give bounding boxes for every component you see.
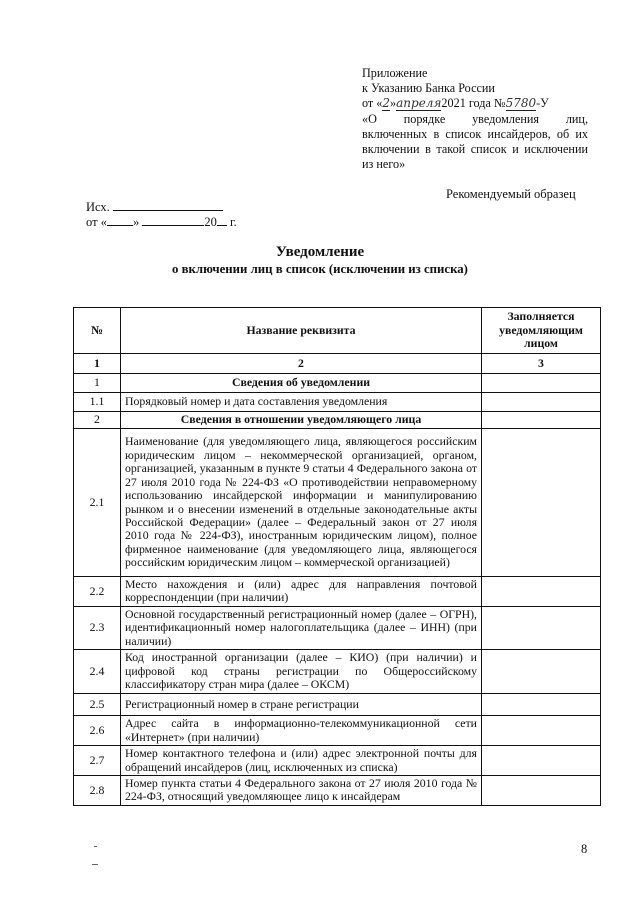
appendix-line-4: «О порядке уведомления лиц,	[362, 111, 588, 126]
table-row	[74, 650, 601, 694]
number-suffix: -У	[536, 96, 549, 111]
requisite-name: Код иностранной организации (далее – КИО) (при наличии) и цифровой код страны регистрации по Общероссийскому классификатору стран мира (далее – ОКСМ)	[121, 650, 482, 694]
table-row	[74, 776, 601, 806]
requisite-name: Основной государственный регистрационный номер (далее – ОГРН), идентификационный номер налогоплательщика (далее – ИНН) (при наличии)	[121, 606, 482, 649]
fill-value-cell	[482, 412, 601, 429]
row-number: 2.2	[74, 577, 121, 607]
date-prefix: от «	[362, 96, 383, 111]
requisite-name: Номер контактного телефона и (или) адрес электронной почты для обращений инсайдеров (лиц, исключенных из списка)	[121, 746, 482, 776]
table-row	[74, 429, 601, 577]
document-subtitle: о включении лиц в список (исключении из списка)	[172, 262, 468, 276]
table-row	[74, 716, 601, 746]
recommended-sample-label: Рекомендуемый образец	[446, 187, 576, 201]
requisites-table	[73, 307, 601, 806]
table-row	[74, 606, 601, 649]
row-number: 2.8	[74, 776, 121, 806]
fill-value-cell[interactable]	[482, 694, 601, 716]
outgoing-label: Исх.	[86, 200, 110, 214]
row-number: 2.3	[74, 606, 121, 649]
fill-value-cell[interactable]	[482, 577, 601, 607]
outgoing-date-line	[86, 215, 237, 230]
requisite-name: Регистрационный номер в стране регистрации	[121, 694, 482, 716]
section-title: Сведения в отношении уведомляющего лица	[121, 412, 482, 429]
appendix-line-5: включенных в список инсайдеров, об их	[362, 126, 588, 141]
table-row	[74, 746, 601, 776]
fill-value-cell[interactable]	[482, 393, 601, 412]
requisite-name: Наименование (для уведомляющего лица, являющегося российским юридическим лицом – некоммерческой организацией, органом, организацией, указанным в пункте 9 статьи 4 Федерального закона от 27 июля 2010 года № 224-ФЗ «О противодействии неправомерному использованию инсайдерской информации и манипулированию рынком и о внесении изменений в отдельные законодательные акты Российской Федерации» (далее – Федеральный закон от 27 июля 2010 года № 224-ФЗ), иностранным юридическим лицом), полное фирменное наименование (для уведомляющего лица, являющегося российским юридическим лицом – коммерческой организацией)	[121, 429, 482, 577]
table-row	[74, 694, 601, 716]
handwritten-number: 5780	[505, 96, 537, 111]
row-number: 2	[74, 412, 121, 429]
scan-speck	[94, 846, 97, 847]
date-quote: »	[390, 96, 397, 111]
fill-value-cell[interactable]	[482, 776, 601, 806]
column-number-row	[74, 354, 601, 374]
fill-value-cell[interactable]	[482, 716, 601, 746]
handwritten-month: апреля	[396, 96, 442, 111]
requisite-name: Порядковый номер и дата составления уведомления	[121, 393, 482, 412]
requisite-name: Адрес сайта в информационно-телекоммуникационной сети «Интернет» (при наличии)	[121, 716, 482, 746]
table-row	[74, 393, 601, 412]
table-header-row	[74, 308, 601, 354]
section-row	[74, 412, 601, 429]
appendix-line-2: к Указанию Банка России	[362, 81, 495, 96]
row-number: 1.1	[74, 393, 121, 412]
month-blank	[142, 215, 204, 226]
page-number: 8	[581, 842, 588, 856]
row-number: 1	[74, 374, 121, 393]
header-requisite-name: Название реквизита	[121, 308, 482, 354]
appendix-line-3	[362, 96, 588, 111]
header-number: №	[74, 308, 121, 354]
date-close-quote: »	[132, 215, 140, 229]
century-label: 20	[204, 215, 217, 229]
outgoing-number-line	[86, 200, 237, 215]
appendix-line-6: включении в такой список и исключении	[362, 142, 588, 157]
date-open-quote: от «	[86, 215, 107, 229]
section-title: Сведения об уведомлении	[121, 374, 482, 393]
requisite-name: Номер пункта статьи 4 Федерального закона от 27 июля 2010 года № 224-ФЗ, относящий уведомляющее лицо к инсайдерам	[121, 776, 482, 806]
fill-value-cell[interactable]	[482, 606, 601, 649]
year-blank	[217, 215, 227, 226]
appendix-line-7: из него»	[362, 157, 406, 172]
row-number: 2.7	[74, 746, 121, 776]
section-row	[74, 374, 601, 393]
appendix-line-1: Приложение	[362, 66, 428, 80]
handwritten-day: 2	[382, 96, 391, 111]
outgoing-number-blank	[113, 200, 223, 211]
year-label: г.	[229, 215, 237, 229]
outgoing-reference	[86, 200, 237, 230]
date-year: 2021 года №	[441, 96, 506, 111]
row-number: 2.4	[74, 650, 121, 694]
fill-value-cell[interactable]	[482, 650, 601, 694]
scan-speck	[92, 864, 98, 865]
appendix-block	[362, 66, 588, 172]
document-title: Уведомление	[275, 244, 365, 260]
requisite-name: Место нахождения и (или) адрес для направления почтовой корреспонденции (при наличии)	[121, 577, 482, 607]
column-number-1: 1	[74, 354, 121, 374]
row-number: 2.1	[74, 429, 121, 577]
column-number-3: 3	[482, 354, 601, 374]
header-filled-by: Заполняется уведомляющим лицом	[482, 308, 601, 354]
fill-value-cell[interactable]	[482, 746, 601, 776]
row-number: 2.6	[74, 716, 121, 746]
row-number: 2.5	[74, 694, 121, 716]
fill-value-cell[interactable]	[482, 429, 601, 577]
fill-value-cell	[482, 374, 601, 393]
column-number-2: 2	[121, 354, 482, 374]
table-body	[74, 374, 601, 806]
day-blank	[107, 215, 133, 226]
table-row	[74, 577, 601, 607]
